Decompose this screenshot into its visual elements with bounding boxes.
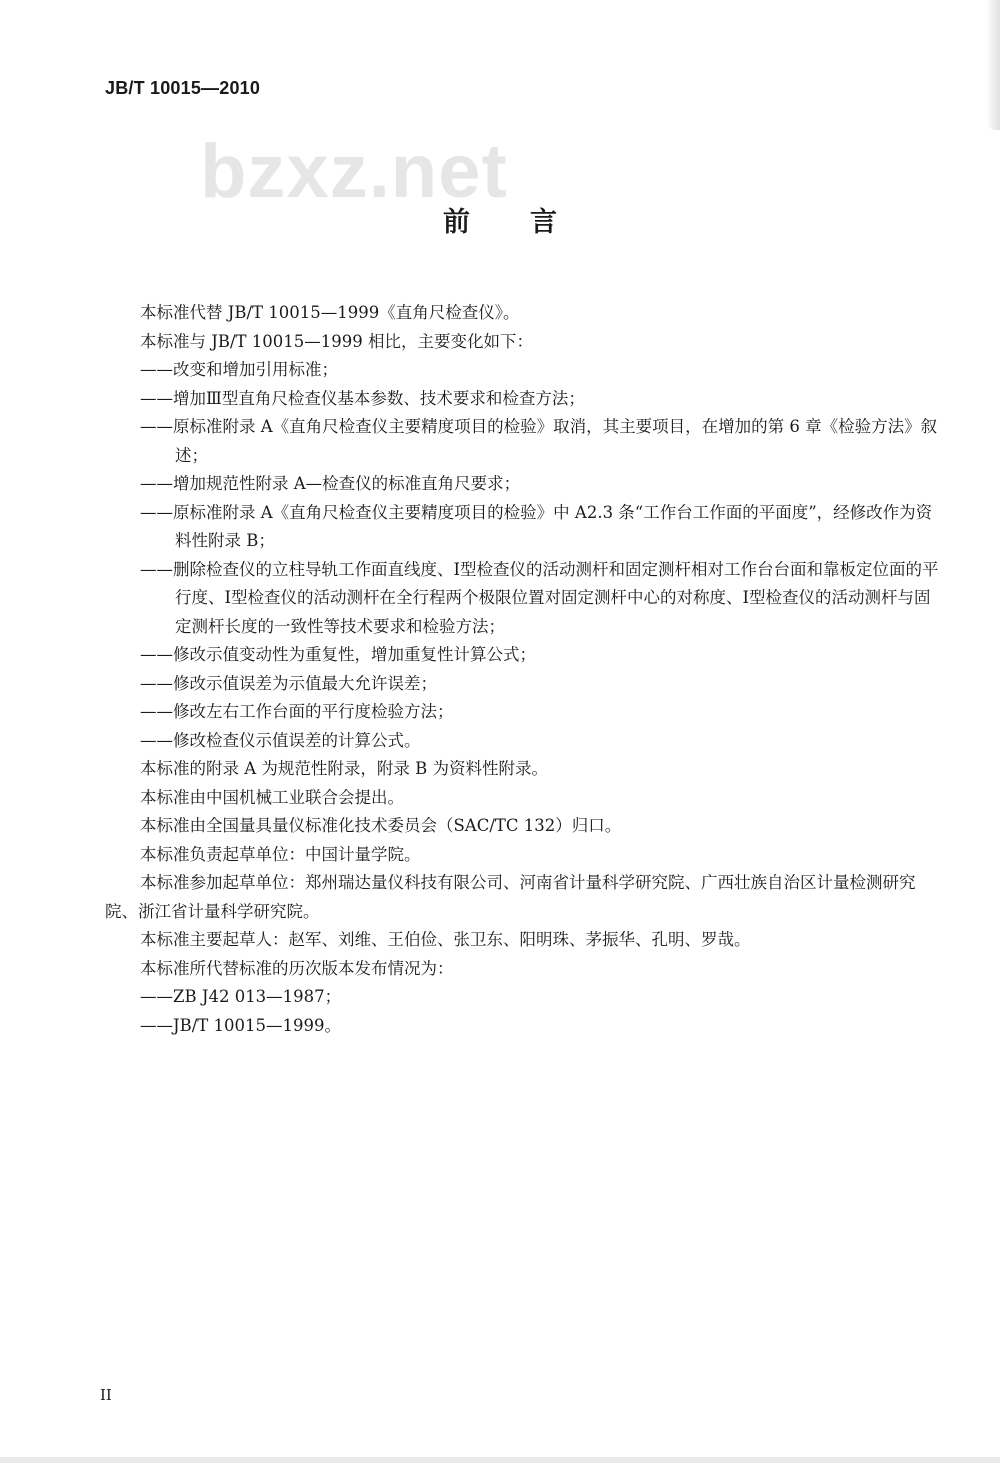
change-list-item: ——JB/T 10015—1999。 (140, 1015, 342, 1035)
foreword-paragraph: 本标准参加起草单位：郑州瑞达量仪科技有限公司、河南省计量科学研究院、广西壮族自治区计量检测研究院、浙江省计量科学研究院。 (105, 873, 916, 921)
change-list-item: ——增加规范性附录 A—检查仪的标准直角尺要求； (140, 474, 521, 493)
change-list-item: ——修改示值变动性为重复性，增加重复性计算公式； (140, 645, 536, 664)
standard-number: JB/T 10015—2010 (105, 78, 261, 98)
change-list-item: ——修改示值误差为示值最大允许误差； (140, 673, 437, 693)
page-title: 前言 (443, 207, 617, 238)
foreword-paragraph: 本标准由中国机械工业联合会提出。 (140, 787, 404, 807)
foreword-paragraph: 本标准的附录 A 为规范性附录，附录 B 为资料性附录。 (140, 759, 549, 778)
page-edge-shadow (986, 0, 1000, 130)
foreword-paragraph: 本标准主要起草人：赵军、刘维、王伯俭、张卫东、阳明珠、茅振华、孔明、罗哉。 (140, 930, 751, 949)
change-list-item: ——ZB J42 013—1987； (140, 987, 342, 1006)
page-number: II (100, 1386, 112, 1404)
change-list-item: ——删除检查仪的立柱导轨工作面直线度、Ⅰ型检查仪的活动测杆和固定测杆相对工作台台面和靠板定位面的平行度、Ⅰ型检查仪的活动测杆在全行程两个极限位置对固定测杆中心的对称度、Ⅰ型检查仪的活动测杆与固定测杆长度的一致性等技术要求和检验方法； (140, 559, 939, 636)
change-list-item: ——原标准附录 A《直角尺检查仪主要精度项目的检验》中 A2.3 条“工作台工作面的平面度”，经修改作为资料性附录 B； (140, 502, 933, 550)
bottom-edge (0, 1457, 1000, 1463)
change-list-item: ——原标准附录 A《直角尺检查仪主要精度项目的检验》取消，其主要项目，在增加的第 6 章《检验方法》叙述； (140, 417, 938, 465)
foreword-paragraph: 本标准与 JB/T 10015—1999 相比，主要变化如下： (140, 331, 534, 351)
foreword-paragraph: 本标准由全国量具量仪标准化技术委员会（SAC/TC 132）归口。 (140, 816, 622, 835)
change-list-item: ——增加Ⅲ型直角尺检查仪基本参数、技术要求和检查方法； (140, 388, 585, 408)
foreword-body (105, 299, 945, 1040)
foreword-paragraph: 本标准所代替标准的历次版本发布情况为： (140, 958, 454, 978)
change-list-item: ——修改左右工作台面的平行度检验方法； (140, 702, 454, 721)
foreword-paragraph: 本标准负责起草单位：中国计量学院。 (140, 844, 421, 864)
change-list-item: ——改变和增加引用标准； (140, 360, 338, 379)
foreword-paragraph: 本标准代替 JB/T 10015—1999《直角尺检查仪》。 (140, 303, 520, 322)
change-list-item: ——修改检查仪示值误差的计算公式。 (140, 730, 421, 750)
watermark: bzxz.net (200, 129, 508, 214)
